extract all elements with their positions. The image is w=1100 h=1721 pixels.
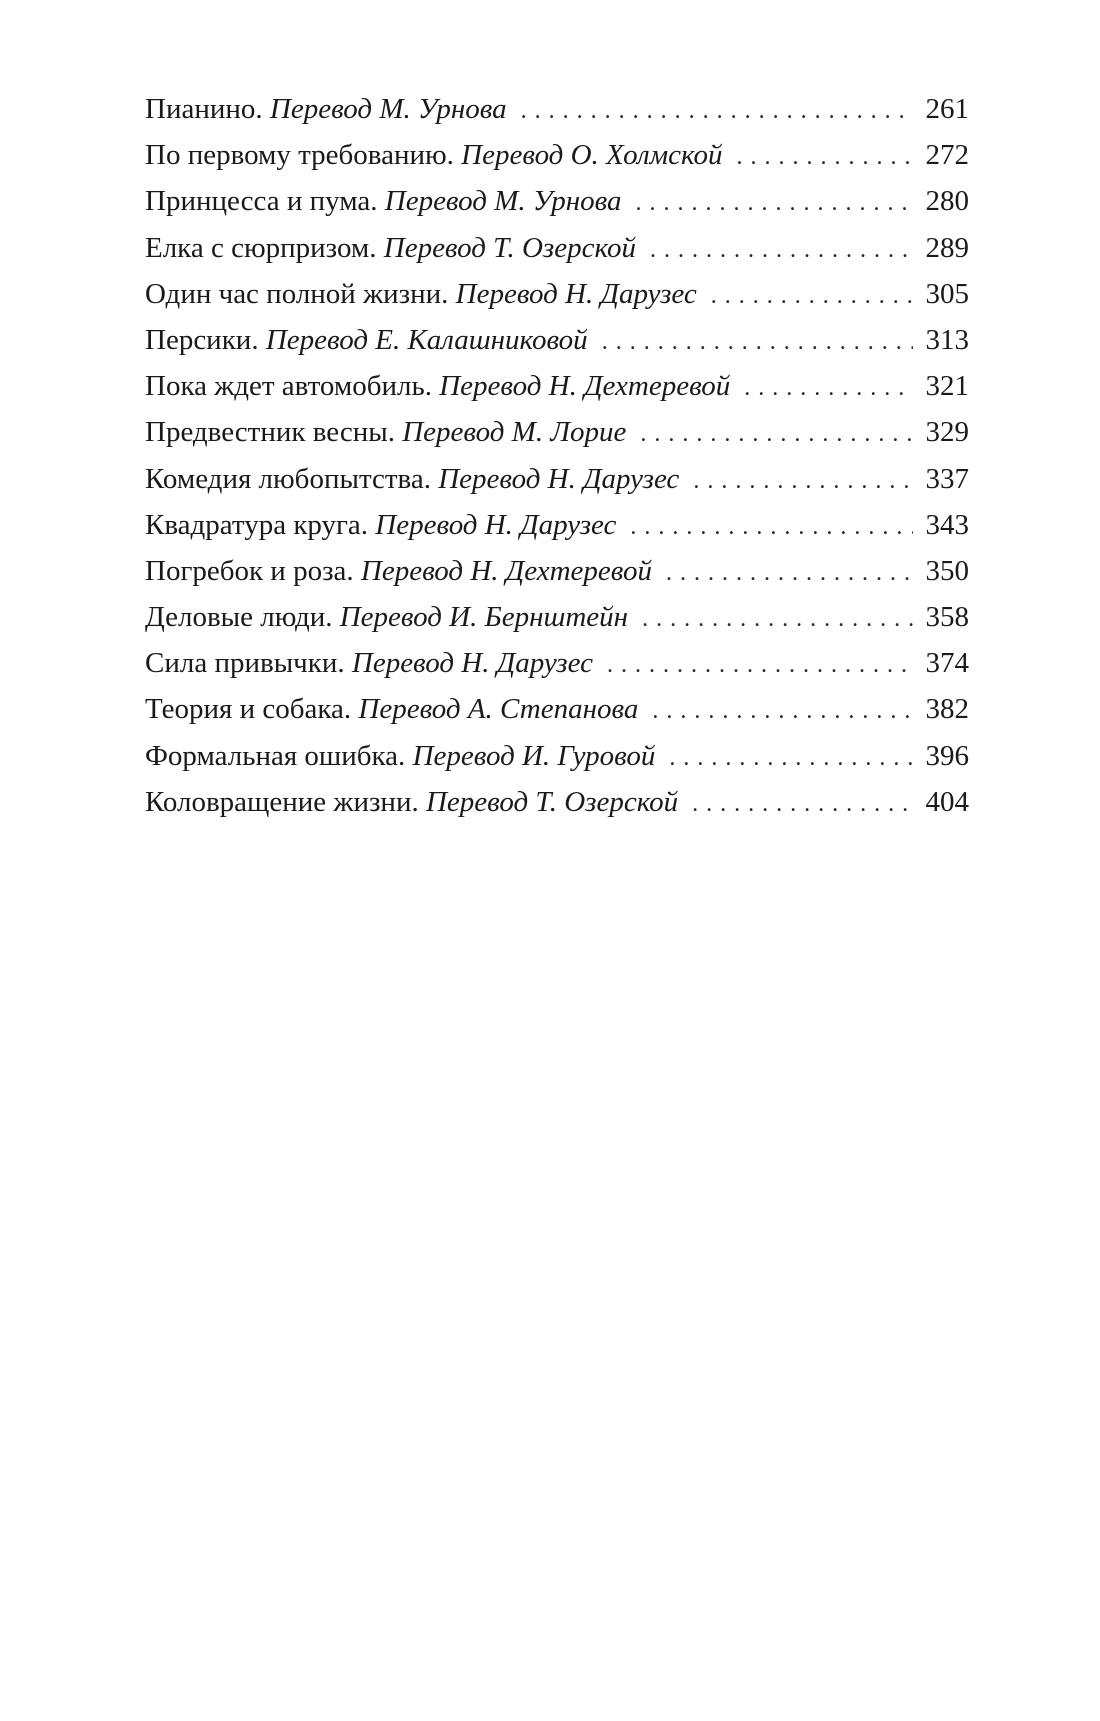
dot-leader bbox=[650, 227, 913, 273]
dot-leader bbox=[711, 273, 913, 319]
translator-credit: Перевод О. Холмской bbox=[461, 139, 723, 172]
translator-credit: Перевод М. Урнова bbox=[269, 93, 507, 125]
story-title: Елка с сюрпризом. bbox=[145, 231, 377, 264]
page-number: 261 bbox=[925, 93, 969, 125]
translator-credit: Перевод М. Лорие bbox=[402, 416, 627, 449]
story-title: По первому требованию. bbox=[145, 139, 454, 172]
page-number: 396 bbox=[925, 739, 969, 772]
toc-entry bbox=[145, 733, 969, 779]
dot-leader bbox=[521, 88, 913, 134]
page-number: 329 bbox=[925, 416, 969, 449]
dot-leader bbox=[607, 642, 913, 688]
translator-credit: Перевод Н. Дарузес bbox=[438, 462, 680, 495]
translator-credit: Перевод Н. Дарузес bbox=[455, 277, 697, 310]
story-title: Деловые люди. bbox=[145, 601, 333, 634]
page-number: 272 bbox=[925, 139, 969, 172]
toc-entry bbox=[145, 409, 969, 455]
story-title: Комедия любопытства. bbox=[145, 462, 431, 495]
story-title: Квадратура круга. bbox=[145, 508, 369, 541]
page-number: 343 bbox=[925, 508, 969, 541]
page-number: 280 bbox=[925, 185, 969, 218]
translator-credit: Перевод Н. Дехтеревой bbox=[439, 370, 731, 403]
toc-entry bbox=[145, 86, 969, 132]
story-title: Пианино. bbox=[145, 93, 263, 125]
story-title: Предвестник весны. bbox=[145, 416, 395, 449]
toc-entry bbox=[145, 363, 969, 409]
story-title: Теория и собака. bbox=[145, 693, 352, 726]
toc-entry bbox=[145, 178, 969, 224]
toc-entry bbox=[145, 271, 969, 317]
toc-entry bbox=[145, 779, 969, 825]
page-number: 321 bbox=[925, 370, 969, 403]
dot-leader bbox=[635, 180, 913, 226]
page-number: 350 bbox=[925, 554, 969, 587]
translator-credit: Перевод Т. Озерской bbox=[383, 231, 636, 264]
story-title: Формальная ошибка. bbox=[145, 739, 406, 772]
story-title: Принцесса и пума. bbox=[145, 185, 378, 218]
translator-credit: Перевод Е. Калашниковой bbox=[265, 323, 588, 356]
page-number: 289 bbox=[925, 231, 969, 264]
page-number: 358 bbox=[925, 601, 969, 634]
toc-entry bbox=[145, 686, 969, 732]
dot-leader bbox=[666, 550, 913, 596]
story-title: Пока ждет автомобиль. bbox=[145, 370, 432, 403]
toc-entry bbox=[145, 456, 969, 502]
dot-leader bbox=[602, 319, 913, 365]
story-title: Один час полной жизни. bbox=[145, 277, 449, 310]
toc-entry bbox=[145, 594, 969, 640]
story-title: Персики. bbox=[145, 323, 259, 356]
page-number: 404 bbox=[925, 785, 969, 818]
toc-entry bbox=[145, 132, 969, 178]
dot-leader bbox=[642, 596, 913, 642]
dot-leader bbox=[669, 735, 913, 781]
translator-credit: Перевод Н. Дарузес bbox=[351, 647, 593, 680]
dot-leader bbox=[693, 458, 913, 504]
toc-entry bbox=[145, 317, 969, 363]
page-number: 305 bbox=[925, 277, 969, 310]
toc-entry bbox=[145, 640, 969, 686]
story-title: Погребок и роза. bbox=[145, 554, 354, 587]
dot-leader bbox=[744, 365, 913, 411]
toc-entry bbox=[145, 548, 969, 594]
translator-credit: Перевод Н. Дехтеревой bbox=[360, 554, 652, 587]
dot-leader bbox=[640, 411, 913, 457]
table-of-contents bbox=[145, 86, 969, 825]
story-title: Коловращение жизни. bbox=[145, 785, 419, 818]
story-title: Сила привычки. bbox=[145, 647, 345, 680]
page-number: 382 bbox=[925, 693, 969, 726]
translator-credit: Перевод Н. Дарузес bbox=[375, 508, 617, 541]
translator-credit: Перевод М. Урнова bbox=[384, 185, 622, 218]
dot-leader bbox=[736, 134, 913, 180]
page-number: 374 bbox=[925, 647, 969, 680]
page-number: 313 bbox=[925, 323, 969, 356]
translator-credit: Перевод И. Гуровой bbox=[412, 739, 656, 772]
dot-leader bbox=[630, 504, 913, 550]
toc-entry bbox=[145, 502, 969, 548]
dot-leader bbox=[652, 688, 913, 734]
dot-leader bbox=[692, 781, 913, 827]
page-number: 337 bbox=[925, 462, 969, 495]
translator-credit: Перевод А. Степанова bbox=[358, 693, 639, 726]
translator-credit: Перевод Т. Озерской bbox=[425, 785, 679, 818]
toc-entry bbox=[145, 225, 969, 271]
translator-credit: Перевод И. Бернштейн bbox=[339, 601, 629, 634]
